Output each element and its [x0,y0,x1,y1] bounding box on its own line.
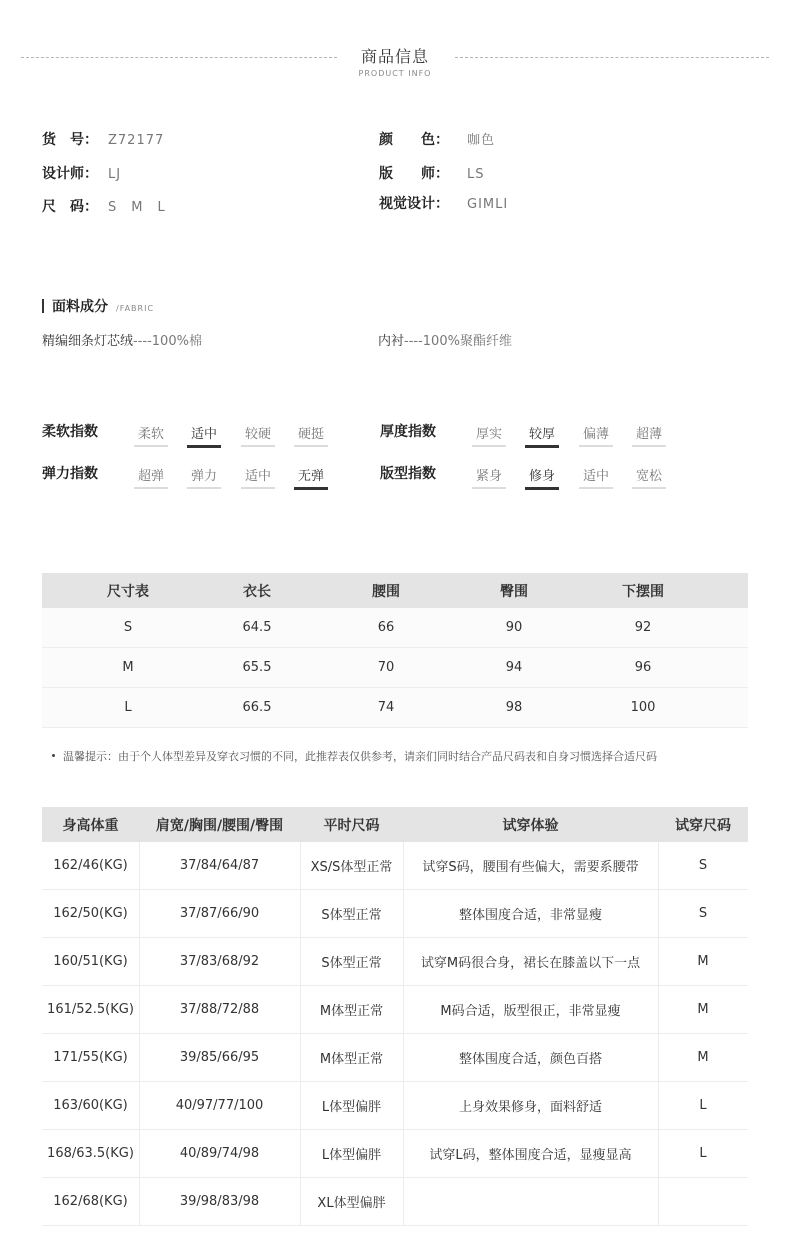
table-cell: 65.5 [242,660,272,675]
column-divider [658,1130,659,1177]
column-divider [300,986,301,1033]
table-cell: S [698,906,708,921]
table-cell: 试穿S码，腰围有些偏大，需要系腰带 [422,860,639,875]
column-divider [658,938,659,985]
column-divider [658,1034,659,1081]
softness-option: 较硬 [241,423,275,447]
table-cell: 66.5 [242,700,272,715]
elasticity-option: 弹力 [187,465,221,489]
header-divider-right [455,57,769,58]
table-cell: 66 [377,620,395,635]
table-cell: L [124,700,132,715]
table-cell: L [699,1098,707,1113]
thickness-option: 较厚 [525,423,559,448]
table-cell: 92 [634,620,652,635]
heading-bar [42,299,44,313]
index-fit: 版型指数 紧身 修身 适中 宽松 [380,463,680,489]
table-cell: 96 [634,660,652,675]
table-row [42,648,748,688]
fabric-lining: 内衬----100%聚酯纤维 [378,334,512,349]
table-cell: M码合适，版型很正，非常显瘦 [440,1004,621,1019]
table-cell: 100 [630,700,656,715]
softness-option: 适中 [187,423,221,448]
bullet-icon [52,754,55,757]
column-divider [403,986,404,1033]
table-cell: 37/88/72/88 [179,1002,260,1017]
size-table-header [42,573,748,608]
softness-option: 硬挺 [294,423,328,447]
column-divider [403,890,404,937]
try-table-header [42,807,748,842]
column-divider [300,1034,301,1081]
table-cell [658,1178,748,1225]
table-cell: 171/55(KG) [53,1050,128,1065]
table-cell: 94 [505,660,523,675]
column-header: 试穿尺码 [675,817,731,834]
table-cell: 37/83/68/92 [179,954,260,969]
table-row [42,938,748,986]
column-header: 腰围 [372,583,400,600]
table-cell: 163/60(KG) [53,1098,128,1113]
table-cell: 上身效果修身，面料舒适 [458,1100,602,1115]
column-divider [139,1178,140,1225]
table-cell: 试穿L码，整体围度合适，显瘦显高 [429,1148,632,1163]
section-title: 商品信息 [360,47,429,66]
table-cell: S体型正常 [321,956,382,971]
table-cell: 161/52.5(KG) [47,1002,134,1017]
table-cell: 40/97/77/100 [175,1098,264,1113]
column-divider [139,1034,140,1081]
column-divider [403,938,404,985]
info-sku: 货 号： Z72177 [42,132,165,148]
column-divider [658,890,659,937]
thickness-option: 厚实 [472,423,506,447]
column-divider [300,890,301,937]
size-tip: 温馨提示：由于个人体型差异及穿衣习惯的不同，此推荐表仅供参考，请亲们同时结合产品尺码表和自身习惯选择合适尺码 [52,749,657,765]
table-cell: M [697,1002,709,1017]
table-row [42,986,748,1034]
column-header: 肩宽/胸围/腰围/臀围 [155,817,284,834]
section-subtitle: PRODUCT INFO [358,69,432,78]
column-divider [139,1130,140,1177]
column-divider [403,1130,404,1177]
column-header: 试穿体验 [502,817,559,834]
table-row [42,1034,748,1082]
table-cell: L体型偏胖 [321,1148,382,1163]
column-header: 尺寸表 [107,583,149,600]
table-cell: 162/50(KG) [53,906,128,921]
column-divider [658,842,659,889]
table-cell: 168/63.5(KG) [47,1146,134,1161]
info-visual: 视觉设计： GIMLI [379,196,509,212]
table-row [42,1130,748,1178]
fit-option: 修身 [525,465,559,490]
table-row [42,890,748,938]
table-cell: S [698,858,708,873]
table-row [42,842,748,890]
column-divider [658,1082,659,1129]
table-cell: L体型偏胖 [321,1100,382,1115]
table-cell: 162/68(KG) [53,1194,128,1209]
table-cell: 70 [377,660,395,675]
table-cell: 整体围度合适，颜色百搭 [458,1052,602,1067]
table-cell: XS/S体型正常 [310,860,393,875]
table-cell: 160/51(KG) [53,954,128,969]
table-cell: L [699,1146,707,1161]
table-row [42,1082,748,1130]
table-cell: S体型正常 [321,908,382,923]
elasticity-option: 超弹 [134,465,168,489]
table-cell: 39/85/66/95 [179,1050,260,1065]
table-cell: M体型正常 [319,1004,384,1019]
fit-option: 宽松 [632,465,666,489]
column-divider [658,986,659,1033]
table-cell: 整体围度合适，非常显瘦 [458,908,602,923]
column-header: 下摆围 [622,583,664,600]
try-on-table [42,807,748,1226]
column-divider [658,1178,659,1225]
column-divider [300,1130,301,1177]
column-divider [300,1178,301,1225]
table-cell: 39/98/83/98 [179,1194,260,1209]
size-table [42,573,748,728]
column-divider [403,1034,404,1081]
column-divider [139,842,140,889]
table-cell: S [123,620,133,635]
table-cell: M [122,660,134,675]
column-divider [139,890,140,937]
column-divider [139,938,140,985]
info-color: 颜 色： 咖色 [379,132,496,148]
table-cell: 90 [505,620,523,635]
fit-option: 紧身 [472,465,506,489]
fit-option: 适中 [579,465,613,489]
column-divider [300,1082,301,1129]
table-cell: 37/84/64/87 [179,858,260,873]
table-row [42,608,748,648]
table-cell: M体型正常 [319,1052,384,1067]
table-row [42,1178,748,1226]
info-size: 尺 码： S M L [42,199,166,215]
column-divider [403,842,404,889]
column-divider [139,986,140,1033]
table-cell: 162/46(KG) [53,858,128,873]
table-cell: 37/87/66/90 [179,906,260,921]
table-cell: M [697,954,709,969]
index-thickness: 厚度指数 厚实 较厚 偏薄 超薄 [380,421,680,447]
index-elasticity: 弹力指数 超弹 弹力 适中 无弹 [42,463,342,489]
info-pattern: 版 师： LS [379,166,485,182]
table-cell: 试穿M码很合身，裙长在膝盖以下一点 [420,956,641,971]
column-header: 身高体重 [62,817,119,834]
table-cell: XL体型偏胖 [317,1196,386,1211]
table-cell [403,1178,658,1225]
table-cell: 74 [377,700,395,715]
column-divider [403,1082,404,1129]
table-row [42,688,748,728]
thickness-option: 偏薄 [579,423,613,447]
index-softness: 柔软指数 柔软 适中 较硬 硬挺 [42,421,342,447]
elasticity-option: 适中 [241,465,275,489]
fabric-main: 精编细条灯芯绒----100%棉 [42,334,202,349]
table-cell: 40/89/74/98 [179,1146,260,1161]
thickness-option: 超薄 [632,423,666,447]
column-header: 衣长 [243,583,271,600]
column-divider [403,1178,404,1225]
table-cell: 64.5 [242,620,272,635]
column-divider [139,1082,140,1129]
table-cell: 98 [505,700,523,715]
softness-option: 柔软 [134,423,168,447]
column-header: 臀围 [500,583,528,600]
elasticity-option: 无弹 [294,465,328,490]
section-header [0,44,790,84]
column-divider [300,842,301,889]
column-header: 平时尺码 [323,817,380,834]
info-designer: 设计师： LJ [42,166,122,182]
fabric-heading: 面料成分 /FABRIC [42,296,154,316]
table-cell: M [697,1050,709,1065]
column-divider [300,938,301,985]
